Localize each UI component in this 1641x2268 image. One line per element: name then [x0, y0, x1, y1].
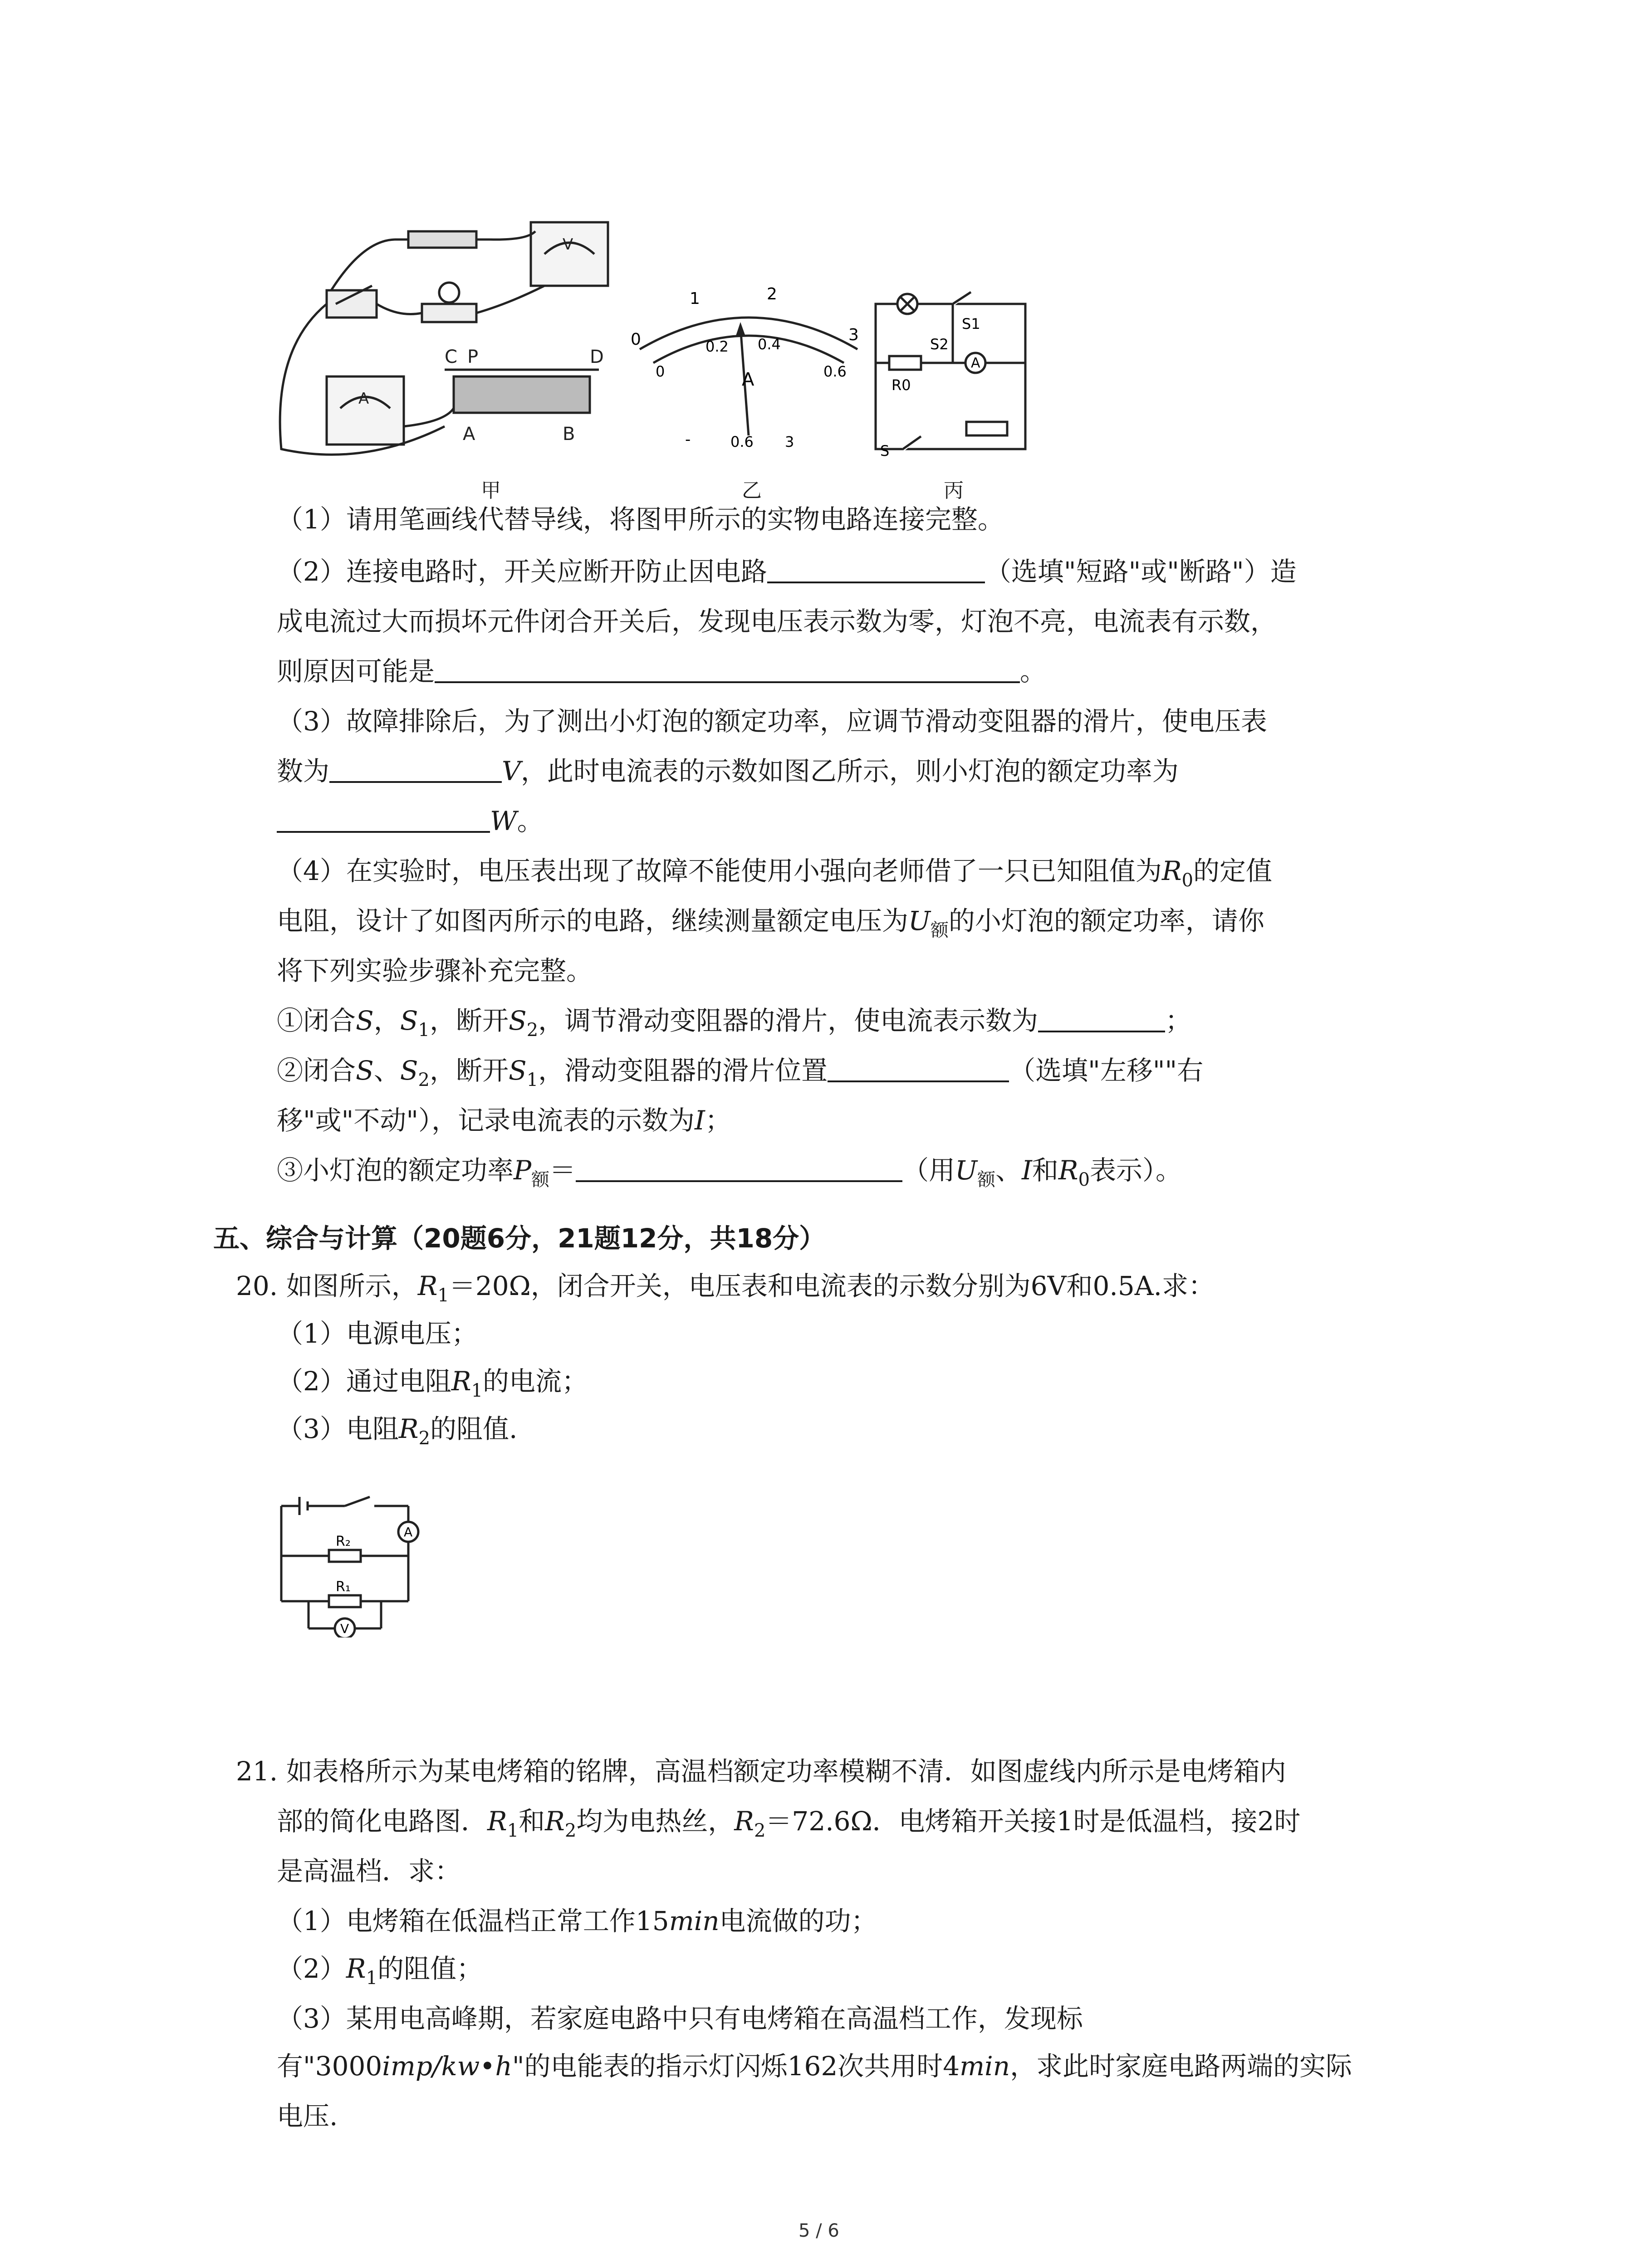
svg-text:S2: S2 [930, 336, 949, 353]
q19-step1: ①闭合S，$S_1$，断开$S_2$，调节滑动变阻器的滑片，使电流表示数为 ； [277, 1005, 1192, 1041]
svg-text:A: A [971, 355, 980, 371]
svg-text:S1: S1 [962, 315, 980, 332]
q21-item3-line1: （3）某用电高峰期，若家庭电路中只有电烤箱在高温档工作，发现标 [277, 2003, 1083, 2034]
svg-text:A: A [463, 424, 475, 445]
figure-bing-circuit [862, 277, 1043, 467]
svg-text:0.6: 0.6 [730, 433, 754, 450]
q21-line3: 是高温档．求： [277, 1856, 461, 1887]
q19-part2-line3: 则原因可能是 。 [277, 656, 1047, 687]
q19-step2-line1: ②闭合S、$S_2$，断开$S_1$，滑动变阻器的滑片位置 （选填"左移""右 [277, 1055, 1204, 1090]
q19-part2-line2: 成电流过大而损坏元件闭合开关后，发现电压表示数为零，灯泡不亮，电流表有示数， [277, 606, 1277, 637]
q19-part3-line1: （3）故障排除后，为了测出小灯泡的额定功率，应调节滑动变阻器的滑片，使电压表 [277, 706, 1267, 737]
q20-item3: （3）电阻$R_2$的阻值. [277, 1413, 518, 1449]
q19-part4-line1: （4）在实验时，电压表出现了故障不能使用小强向老师借了一只已知阻值为$R_0$的定值 [277, 855, 1273, 891]
svg-text:B: B [563, 424, 575, 445]
svg-text:0.6: 0.6 [823, 363, 847, 380]
section-heading: 五、综合与计算（20题6分，21题12分，共18分） [213, 1223, 826, 1254]
q19-part3-line2: 数为 V，此时电流表的示数如图乙所示，则小灯泡的额定功率为 [277, 756, 1179, 787]
q21-item1: （1）电烤箱在低温档正常工作15min电流做的功； [277, 1906, 877, 1936]
figure-jia-circuit [272, 213, 635, 467]
q20-item2: （2）通过电阻$R_1$的电流； [277, 1366, 588, 1401]
svg-text:C: C [445, 347, 457, 367]
figure-yi-ammeter-dial [622, 272, 876, 463]
svg-text:R₁: R₁ [336, 1579, 351, 1595]
svg-text:0: 0 [631, 330, 641, 349]
svg-text:-: - [685, 430, 691, 449]
page-number: 5 / 6 [798, 2220, 839, 2241]
svg-text:S: S [880, 442, 890, 459]
q21-line1: 21. 如表格所示为某电烤箱的铭牌，高温档额定功率模糊不清．如图虚线内所示是电烤箱内 [236, 1756, 1286, 1787]
svg-text:2: 2 [767, 285, 777, 303]
figure-yi-caption: 乙 [742, 479, 762, 502]
svg-text:3: 3 [848, 326, 859, 344]
answer-blank[interactable] [828, 1056, 1009, 1082]
svg-text:R0: R0 [892, 376, 911, 394]
answer-blank[interactable] [329, 757, 502, 783]
answer-blank[interactable] [277, 807, 490, 833]
q21-item3-line3: 电压. [277, 2101, 338, 2131]
svg-text:P: P [467, 347, 479, 367]
svg-text:1: 1 [690, 289, 700, 308]
svg-text:3: 3 [785, 433, 794, 450]
q19-part4-line2: 电阻，设计了如图丙所示的电路，继续测量额定电压为$U_额$的小灯泡的额定功率，请你 [277, 905, 1264, 941]
svg-text:0.4: 0.4 [758, 336, 781, 353]
svg-text:V: V [340, 1621, 349, 1636]
q20-item1: （1）电源电压； [277, 1318, 478, 1349]
q19-part2-line1: （2）连接电路时，开关应断开防止因电路 （选填"短路"或"断路"）造 [277, 556, 1297, 587]
q21-line2: 部的简化电路图．$R_1$和$R_2$均为电热丝，$R_2=72.6\Omega$．电烤箱开关接1时是低温档，接2时 [277, 1806, 1301, 1841]
q20-stem: 20. 如图所示，$R_1=20\Omega$，闭合开关，电压表和电流表的示数分别为6V和0.5A.求： [236, 1271, 1215, 1306]
figure-jia-caption: 甲 [481, 479, 501, 502]
svg-text:0.2: 0.2 [705, 338, 729, 355]
q21-item3-line2: 有"3000imp/kw•h"的电能表的指示灯闪烁162次共用时4min，求此时家庭电路两端的实际 [277, 2051, 1352, 2082]
svg-text:D: D [590, 347, 604, 367]
q19-step2-line2: 移"或"不动"），记录电流表的示数为I； [277, 1105, 731, 1136]
answer-blank[interactable] [576, 1156, 902, 1182]
answer-blank[interactable] [767, 557, 985, 583]
svg-text:A: A [358, 390, 369, 408]
svg-text:R₂: R₂ [336, 1534, 351, 1549]
q19-part3-line3: W。 [277, 805, 544, 837]
figure-bing-caption: 丙 [944, 479, 964, 502]
svg-text:A: A [742, 369, 754, 390]
figure-q20-circuit [272, 1488, 436, 1637]
q19-part4-line3: 将下列实验步骤补充完整。 [277, 955, 593, 986]
svg-text:0: 0 [656, 363, 665, 380]
answer-blank[interactable] [435, 657, 1020, 683]
svg-text:V: V [563, 235, 573, 254]
answer-blank[interactable] [1038, 1006, 1165, 1032]
q19-part1: （1）请用笔画线代替导线，将图甲所示的实物电路连接完整。 [277, 504, 1004, 535]
q19-step3: ③小灯泡的额定功率$P_额=$ （用$U_额$、I和$R_0$表示）。 [277, 1155, 1182, 1190]
q21-item2: $(2)R_1$的阻值； [277, 1953, 483, 1989]
svg-text:A: A [404, 1525, 413, 1540]
